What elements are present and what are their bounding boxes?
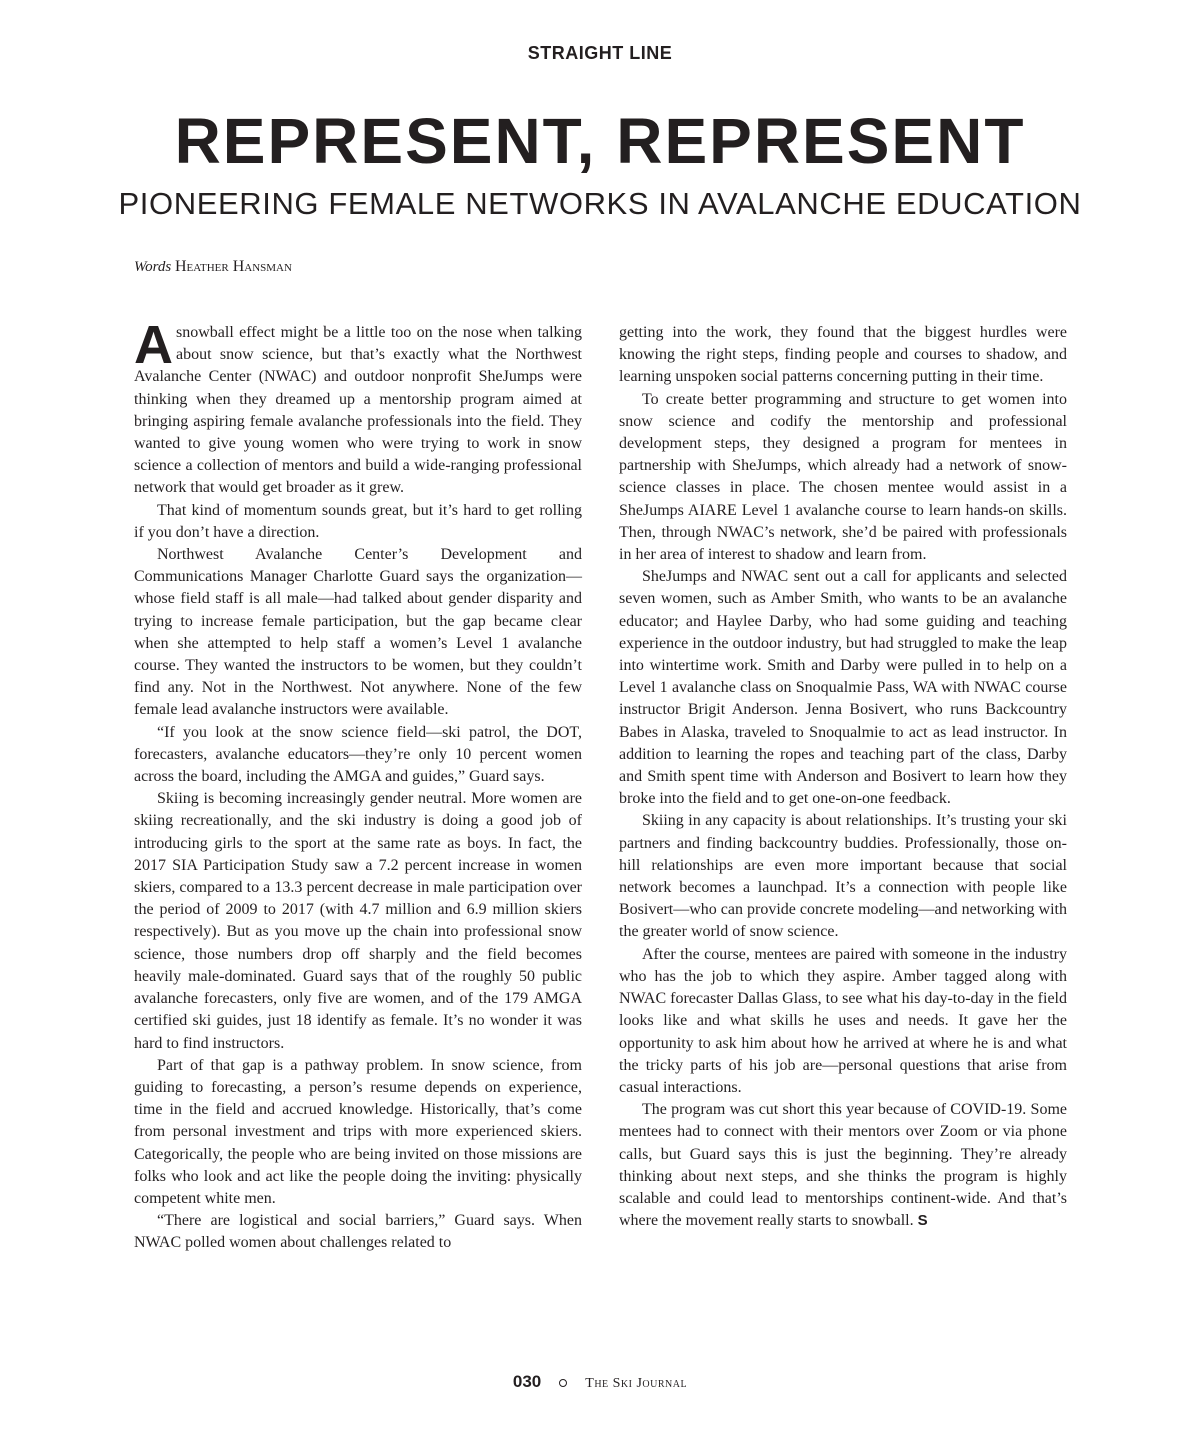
byline [134,258,292,276]
section-label: STRAIGHT LINE [527,43,673,63]
headline: REPRESENT, REPRESENT [174,105,1026,177]
drop-cap: A [134,315,173,375]
article-paragraph: That kind of momentum sounds great, but it’s hard to get rolling if you don’t have a direction. [134,501,582,541]
article-paragraph: Part of that gap is a pathway problem. In snow science, from guiding to forecasting, a person’s resume depends on experience, time in the field and accrued knowledge. Historically, that’s come from personal investment and trips with more experienced skiers. Categorically, the people who are being invited on those missions are folks who look and act like the people doing the inviting: physically competent white men. [134,1056,582,1207]
article-paragraph-text: The program was cut short this year because of COVID-19. Some mentees had to connect with their mentors over Zoom or via phone calls, but Guard says this is just the beginning. They’re already thinking about next steps, and she thinks the program is highly scalable and could lead to mentorships continent-wide. And that’s where the movement really starts to snowball. [619,1101,1067,1230]
article-paragraph: getting into the work, they found that the biggest hurdles were knowing the right steps, finding people and courses to shadow, and learning unspoken social patterns concerning putting in their time. [619,324,1067,386]
article-paragraph: After the course, mentees are paired with someone in the industry who has the job to which they aspire. Amber tagged along with NWAC forecaster Dallas Glass, to see what his day-to-day in the field looks like and what skills he uses and needs. It gave her the opportunity to ask him about how he arrived at where he is and what the tricky parts of his job are—personal questions that arise from casual interactions. [619,945,1067,1096]
article-paragraph: To create better programming and structure to get women into snow science and codify the mentorship and professional development steps, they designed a program for mentees in partnership with SheJumps, which already had a network of snow-science classes in place. The chosen mentee would assist in a SheJumps AIARE Level 1 avalanche course to learn hands-on skills. Then, through NWAC’s network, she’d be paired with professionals in her area of interest to shadow and learn from. [619,390,1067,564]
byline-label: Words [134,259,172,275]
article-paragraph: Skiing in any capacity is about relationships. It’s trusting your ski partners and finding backcountry buddies. Professionally, those on-hill relationships are even more important because that social network becomes a launchpad. It’s a connection with people like Bosivert—who can provide concrete modeling—and networking with the greater world of snow science. [619,812,1067,941]
article-paragraph: “There are logistical and social barriers,” Guard says. When NWAC polled women about challenges related to [134,1212,582,1252]
article-paragraph [619,1099,1067,1232]
page-number: 030 [512,1372,542,1391]
article-paragraph [134,315,582,500]
page-footer [0,1372,1200,1392]
subhead: PIONEERING FEMALE NETWORKS IN AVALANCHE EDUCATION [118,186,1082,221]
article-column-left [134,315,582,1255]
end-mark-icon: S [917,1212,928,1230]
article-paragraph: SheJumps and NWAC sent out a call for applicants and selected seven women, such as Amber Smith, who wants to be an avalanche educator; and Haylee Darby, who had some guiding and teaching experience in the outdoor industry, but had struggled to make the leap into wintertime work. Smith and Darby were pulled in to help on a Level 1 avalanche class on Snoqualmie Pass, WA with NWAC course instructor Brigit Anderson. Jenna Bosivert, who runs Backcountry Babes in Alaska, traveled to Snoqualmie to act as lead instructor. In addition to learning the ropes and teaching part of the class, Darby and Smith spent time with Anderson and Bosivert to learn how they broke into the field and to get one-on-one feedback. [619,568,1067,808]
article-paragraph: Skiing is becoming increasingly gender neutral. More women are skiing recreationally, and the ski industry is doing a good job of introducing girls to the sport at the same rate as boys. In fact, the 2017 SIA Participation Study saw a 7.2 percent increase in women skiers, compared to a 13.3 percent decrease in male participation over the period of 2009 to 2017 (with 4.7 million and 6.9 million skiers respectively). But as you move up the chain into professional snow science, those numbers drop off sharply and the field becomes heavily male-dominated. Guard says that of the roughly 50 public avalanche forecasters, only five are women, and of the 179 AMGA certified ski guides, just 18 identify as female. It’s no wonder it was hard to find instructors. [134,790,582,1052]
article-paragraph-text: snowball effect might be a little too on the nose when talking about snow science, but that’s exactly what the Northwest Avalanche Center (NWAC) and outdoor nonprofit SheJumps were thinking when they dreamed up a mentorship program aimed at bringing aspiring female avalanche professionals into the field. They wanted to give young women who were trying to work in snow science a collection of mentors and build a wide-ranging professional network that would get broader as it grew. [134,324,582,497]
bullet-icon [559,1379,567,1387]
article-paragraph: “If you look at the snow science field—ski patrol, the DOT, forecasters, avalanche educators—they’re only 10 percent women across the board, including the AMGA and guides,” Guard says. [134,723,582,786]
article-paragraph: Northwest Avalanche Center’s Development and Communications Manager Charlotte Guard says the organization—whose field staff is all male—had talked about gender disparity and trying to increase female participation, but the gap became clear when she attempted to help staff a women’s Level 1 avalanche course. They wanted the instructors to be women, but they couldn’t find any. Not in the Northwest. Not anywhere. None of the few female lead avalanche instructors were available. [134,546,582,719]
byline-author: Heather Hansman [175,258,292,275]
article-column-right [619,322,1067,1232]
publication-name: The Ski Journal [585,1376,688,1391]
